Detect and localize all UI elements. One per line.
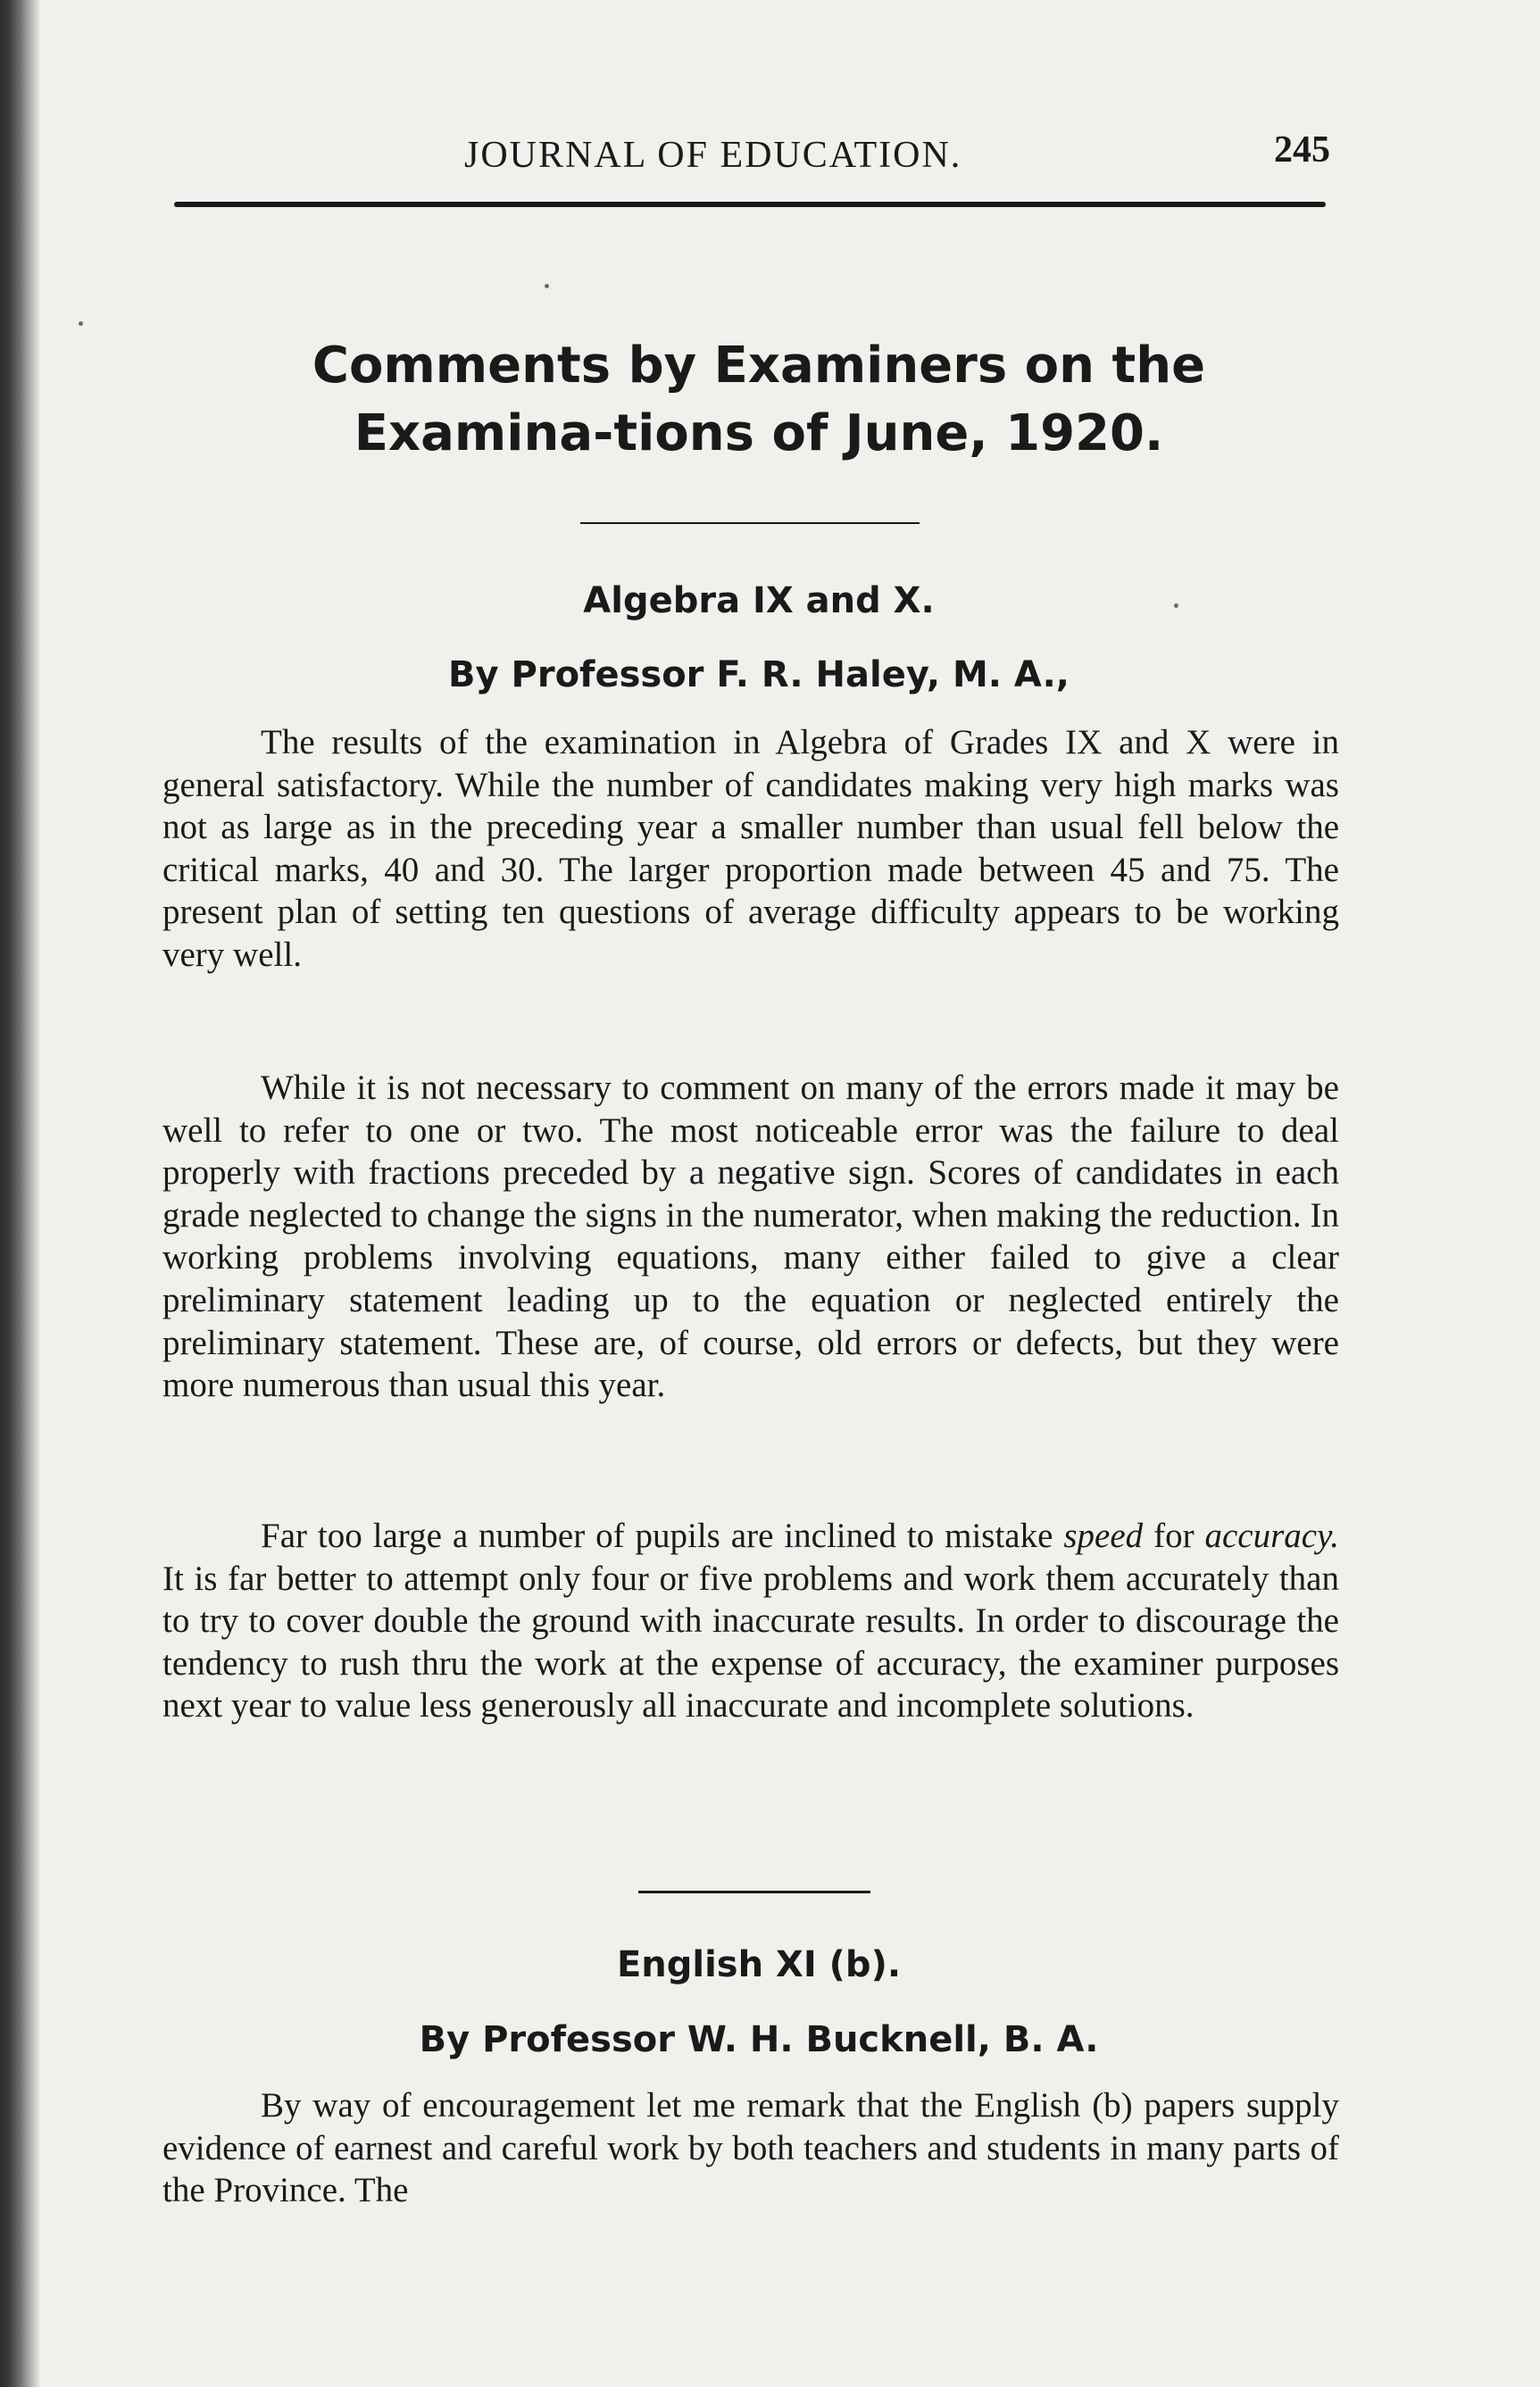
- print-speck: [1174, 603, 1178, 608]
- paragraph-text: Far too large a number of pupils are inclined to mistake: [261, 1517, 1064, 1555]
- section-byline-english: By Professor W. H. Bucknell, B. A.: [419, 2019, 1099, 2060]
- book-spine-edge: [0, 0, 41, 2387]
- algebra-paragraph-1: The results of the examination in Algebra of Grades IX and X were in general satisfactory. While the number of candidates making very high marks was not as large as in the preceding year a smaller number than usual fell below the critical marks, 40 and 30. The larger proportion made between 45 and 75. The present plan of setting ten questions of average difficulty appears to be working very well.: [162, 723, 1339, 974]
- header-rule: [174, 202, 1326, 207]
- section-title-algebra: Algebra IX and X.: [583, 580, 935, 621]
- article-title: Comments by Examiners on the Examina-tions of June, 1920.: [312, 337, 1206, 462]
- running-head: [170, 129, 1330, 187]
- emphasis-accuracy: accuracy.: [1204, 1517, 1339, 1555]
- english-paragraph-1: By way of encouragement let me remark that the English (b) papers supply evidence of earnest and careful work by both teachers and students in many parts of the Province. The: [162, 2086, 1339, 2210]
- section-divider: [638, 1891, 870, 1893]
- section-title-english: English XI (b).: [616, 1944, 902, 1985]
- paragraph-text: for: [1143, 1517, 1205, 1555]
- algebra-paragraph-2: While it is not necessary to comment on many of the errors made it may be well to refer to one or two. The most noticeable error was the failure to deal properly with fractions preceded by a negative sign. Scores of candidates in each grade neglected to change the signs in the numerator, when making the reduction. In working problems involving equations, many either failed to give a clear preliminary statement leading up to the equation or neglected entirely the preliminary statement. These are, of course, old errors or defects, but they were more numerous than usual this year.: [162, 1069, 1339, 1405]
- title-divider: [580, 522, 920, 524]
- journal-title: JOURNAL OF EDUCATION.: [464, 135, 962, 176]
- print-speck: [545, 284, 549, 288]
- paragraph-text: It is far better to attempt only four or five problems and work them accurately than to try to cover double the ground with inaccurate results. In order to discourage the tendency to rush thru the work at the expense of accuracy, the examiner purposes next year to value less generously all inaccurate and incomplete solutions.: [162, 1559, 1339, 1726]
- emphasis-speed: speed: [1063, 1517, 1144, 1555]
- algebra-paragraph-3: [162, 1515, 1339, 1727]
- print-speck: [79, 321, 83, 326]
- page-number: 245: [1274, 129, 1330, 170]
- section-byline-algebra: By Professor F. R. Haley, M. A.,: [448, 654, 1070, 695]
